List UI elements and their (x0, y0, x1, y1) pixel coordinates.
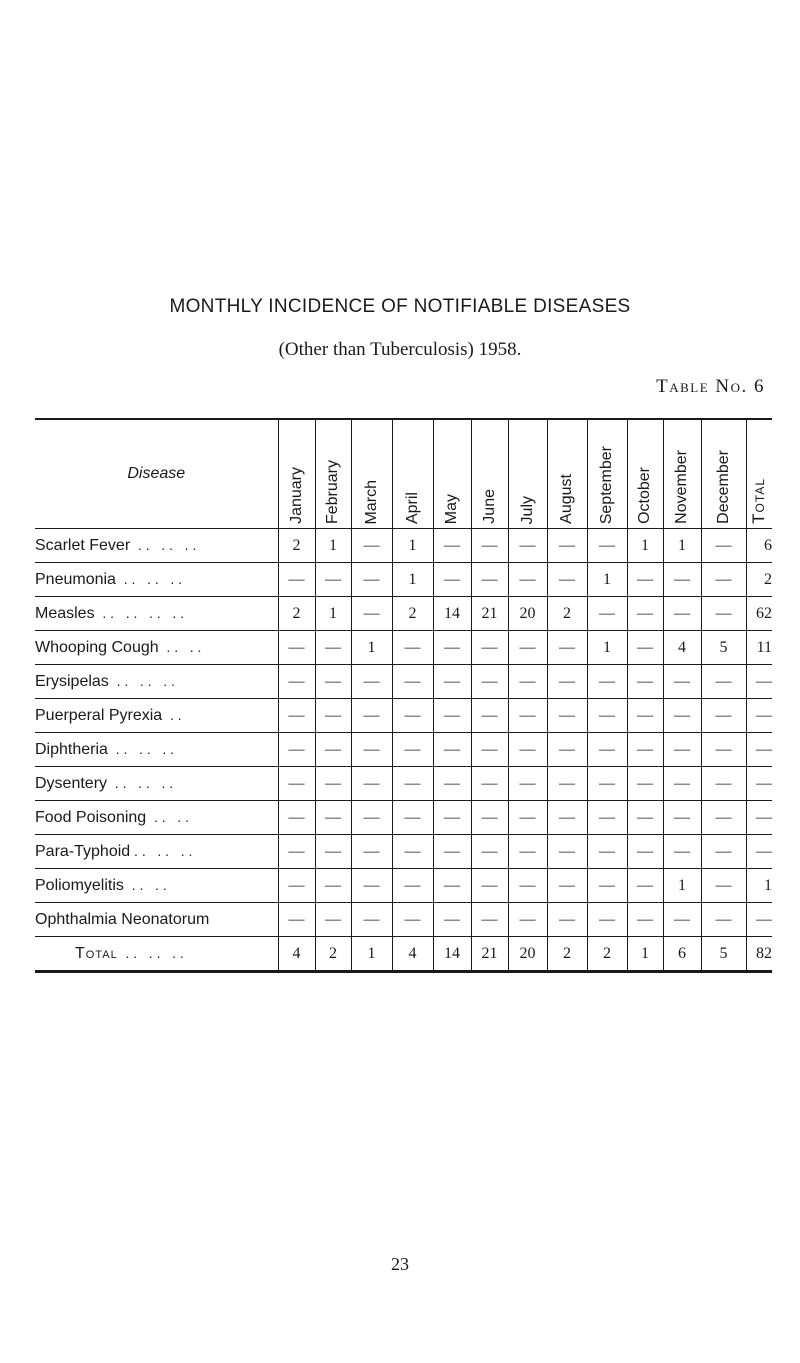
value-cell: — (433, 529, 471, 563)
value-cell: — (746, 903, 772, 937)
value-cell: — (701, 767, 746, 801)
disease-name: Whooping Cough (35, 638, 159, 656)
value-cell: — (433, 733, 471, 767)
value-cell: — (746, 665, 772, 699)
value-cell: — (392, 903, 433, 937)
value-cell: — (547, 801, 587, 835)
value-cell: — (663, 733, 701, 767)
value-cell: — (351, 597, 392, 631)
value-cell: — (587, 597, 627, 631)
value-cell: — (663, 563, 701, 597)
value-cell: 62 (746, 597, 772, 631)
value-cell: — (392, 665, 433, 699)
value-cell: — (351, 903, 392, 937)
column-header-november (663, 419, 701, 529)
value-cell: 5 (701, 937, 746, 972)
value-cell: — (508, 869, 547, 903)
value-cell: — (587, 801, 627, 835)
value-cell: — (627, 767, 663, 801)
value-cell: — (508, 767, 547, 801)
value-cell: — (315, 733, 351, 767)
disease-name: Pneumonia (35, 570, 116, 588)
value-cell: — (392, 801, 433, 835)
value-cell: 1 (746, 869, 772, 903)
column-header-may (433, 419, 471, 529)
value-cell: — (392, 869, 433, 903)
value-cell: — (278, 563, 315, 597)
dot-leader: . . . . (123, 876, 167, 893)
column-header-august (547, 419, 587, 529)
value-cell: — (471, 869, 508, 903)
value-cell: — (587, 733, 627, 767)
value-cell: — (587, 699, 627, 733)
value-cell: — (663, 767, 701, 801)
value-cell: — (627, 903, 663, 937)
value-cell: 1 (351, 937, 392, 972)
column-header-label: January (287, 467, 305, 524)
value-cell: 2 (547, 597, 587, 631)
value-cell: 1 (315, 529, 351, 563)
value-cell: — (746, 835, 772, 869)
value-cell: 14 (433, 597, 471, 631)
disease-name-cell (35, 835, 278, 869)
column-header-label: April (403, 491, 421, 524)
disease-name: Measles (35, 604, 95, 622)
value-cell: — (315, 801, 351, 835)
value-cell: — (508, 665, 547, 699)
value-cell: — (547, 733, 587, 767)
table-row (35, 563, 772, 597)
value-cell: — (351, 699, 392, 733)
value-cell: — (627, 733, 663, 767)
page-title: MONTHLY INCIDENCE OF NOTIFIABLE DISEASES (169, 296, 631, 317)
disease-name: Ophthalmia Neonatorum (35, 910, 210, 928)
disease-name: Poliomyelitis (35, 876, 124, 894)
value-cell: — (746, 801, 772, 835)
value-cell: — (627, 631, 663, 665)
value-cell: — (701, 869, 746, 903)
dot-leader: . . . . . . (130, 536, 197, 553)
value-cell: 2 (547, 937, 587, 972)
value-cell: 21 (471, 597, 508, 631)
table-row (35, 699, 772, 733)
column-header-april (392, 419, 433, 529)
value-cell: — (351, 563, 392, 597)
disease-name-cell (35, 733, 278, 767)
value-cell: — (315, 903, 351, 937)
value-cell: — (587, 835, 627, 869)
dot-leader: . . (162, 706, 182, 723)
value-cell: — (471, 733, 508, 767)
value-cell: — (351, 835, 392, 869)
value-cell: 20 (508, 937, 547, 972)
value-cell: — (315, 563, 351, 597)
value-cell: — (508, 835, 547, 869)
value-cell: 1 (587, 631, 627, 665)
value-cell: — (587, 665, 627, 699)
value-cell: 2 (392, 597, 433, 631)
value-cell: — (278, 767, 315, 801)
value-cell: 14 (433, 937, 471, 972)
disease-name-cell (35, 869, 278, 903)
table-row (35, 835, 772, 869)
column-header-december (701, 419, 746, 529)
value-cell: — (701, 665, 746, 699)
disease-name-cell (35, 665, 278, 699)
value-cell: — (701, 733, 746, 767)
value-cell: — (547, 869, 587, 903)
page-number: 23 (391, 1254, 409, 1274)
table-row (35, 903, 772, 937)
value-cell: — (278, 835, 315, 869)
value-cell: 11 (746, 631, 772, 665)
value-cell: — (547, 835, 587, 869)
value-cell: — (547, 631, 587, 665)
value-cell: — (471, 529, 508, 563)
value-cell: — (278, 903, 315, 937)
dot-leader: . . . . . . (108, 672, 175, 689)
value-cell: — (508, 631, 547, 665)
value-cell: 5 (701, 631, 746, 665)
value-cell: — (471, 699, 508, 733)
dot-leader: . . . . . . (117, 944, 184, 961)
value-cell: — (278, 801, 315, 835)
value-cell: — (392, 835, 433, 869)
disease-name-cell (35, 801, 278, 835)
value-cell: — (471, 563, 508, 597)
column-header-label: May (443, 493, 460, 524)
value-cell: — (701, 801, 746, 835)
value-cell: — (278, 699, 315, 733)
table-number (656, 376, 765, 398)
disease-name: Dysentery (35, 774, 108, 792)
table-header-row (35, 419, 772, 529)
value-cell: — (471, 665, 508, 699)
value-cell: — (315, 665, 351, 699)
table-row (35, 767, 772, 801)
dot-leader: . . . . (158, 638, 202, 655)
column-header-march (351, 419, 392, 529)
value-cell: — (627, 801, 663, 835)
value-cell: 1 (351, 631, 392, 665)
value-cell: — (663, 801, 701, 835)
value-cell: — (433, 835, 471, 869)
value-cell: — (627, 665, 663, 699)
value-cell: — (392, 631, 433, 665)
value-cell: — (433, 699, 471, 733)
column-header-january (278, 419, 315, 529)
value-cell: — (433, 869, 471, 903)
value-cell: — (471, 903, 508, 937)
value-cell: 2 (278, 597, 315, 631)
value-cell: — (315, 767, 351, 801)
column-header-label: July (518, 495, 536, 524)
value-cell: 1 (627, 937, 663, 972)
value-cell: 21 (471, 937, 508, 972)
disease-name: Para-Typhoid (35, 842, 131, 860)
column-header-label: October (636, 467, 653, 524)
value-cell: — (547, 767, 587, 801)
value-cell: — (351, 665, 392, 699)
value-cell: — (663, 835, 701, 869)
column-header-february (315, 419, 351, 529)
column-header-label: March (362, 479, 380, 524)
value-cell: — (627, 835, 663, 869)
value-cell: — (663, 597, 701, 631)
value-cell: — (701, 699, 746, 733)
value-cell: — (547, 529, 587, 563)
value-cell: — (508, 529, 547, 563)
value-cell: — (433, 903, 471, 937)
value-cell: — (508, 801, 547, 835)
value-cell: — (433, 665, 471, 699)
value-cell: — (471, 835, 508, 869)
value-cell: — (627, 869, 663, 903)
disease-name-cell (35, 903, 278, 937)
value-cell: — (433, 801, 471, 835)
value-cell: — (587, 869, 627, 903)
value-cell: 4 (392, 937, 433, 972)
value-cell: — (547, 699, 587, 733)
value-cell: — (351, 733, 392, 767)
value-cell: — (315, 835, 351, 869)
value-cell: — (508, 699, 547, 733)
total-row (35, 937, 772, 972)
value-cell: — (315, 869, 351, 903)
value-cell: — (547, 665, 587, 699)
table-row (35, 801, 772, 835)
value-cell: — (547, 903, 587, 937)
value-cell: — (508, 903, 547, 937)
value-cell: — (547, 563, 587, 597)
disease-name: Erysipelas (35, 672, 109, 690)
value-cell: 1 (392, 529, 433, 563)
value-cell: 2 (587, 937, 627, 972)
value-cell: — (278, 665, 315, 699)
value-cell: 1 (392, 563, 433, 597)
table-row (35, 529, 772, 563)
value-cell: — (351, 529, 392, 563)
value-cell: — (701, 529, 746, 563)
value-cell: — (627, 563, 663, 597)
value-cell: — (351, 801, 392, 835)
column-header-label: September (598, 445, 615, 524)
value-cell: 1 (663, 869, 701, 903)
value-cell: — (471, 631, 508, 665)
value-cell: — (587, 529, 627, 563)
column-header-label: November (673, 450, 690, 524)
table-body (35, 529, 772, 972)
value-cell: — (508, 563, 547, 597)
value-cell: — (278, 733, 315, 767)
value-cell: — (392, 699, 433, 733)
value-cell: — (663, 699, 701, 733)
dot-leader: . . . . . . (130, 842, 193, 859)
column-header-september (587, 419, 627, 529)
value-cell: 82 (746, 937, 772, 972)
value-cell: — (508, 733, 547, 767)
value-cell: — (351, 767, 392, 801)
table-row (35, 665, 772, 699)
column-header-label: August (558, 474, 575, 524)
disease-name-cell (35, 563, 278, 597)
value-cell: — (471, 767, 508, 801)
disease-name: Food Poisoning (35, 808, 147, 826)
table-row (35, 869, 772, 903)
value-cell: 1 (663, 529, 701, 563)
table-row (35, 631, 772, 665)
value-cell: 1 (627, 529, 663, 563)
column-header-total (746, 419, 772, 529)
value-cell: — (433, 631, 471, 665)
disease-name-cell (35, 529, 278, 563)
value-cell: — (471, 801, 508, 835)
total-label-cell (35, 937, 278, 972)
dot-leader: . . . . . . (107, 774, 174, 791)
value-cell: — (392, 767, 433, 801)
value-cell: 6 (663, 937, 701, 972)
value-cell: — (587, 903, 627, 937)
value-cell: — (746, 767, 772, 801)
value-cell: — (433, 767, 471, 801)
table-row (35, 733, 772, 767)
value-cell: — (627, 699, 663, 733)
value-cell: 1 (315, 597, 351, 631)
column-header-june (471, 419, 508, 529)
value-cell: 6 (746, 529, 772, 563)
value-cell: 20 (508, 597, 547, 631)
disease-name: Puerperal Pyrexia (35, 706, 163, 724)
value-cell: 2 (746, 563, 772, 597)
value-cell: — (746, 699, 772, 733)
dot-leader: . . . . (146, 808, 189, 825)
value-cell: 2 (278, 529, 315, 563)
page-subtitle: (Other than Tuberculosis) 1958. (278, 339, 522, 360)
dot-leader: . . . . . . (115, 570, 183, 587)
value-cell: — (433, 563, 471, 597)
disease-name-cell (35, 597, 278, 631)
disease-name: Scarlet Fever (35, 536, 131, 554)
column-header-label: Total (749, 478, 769, 524)
value-cell: — (351, 869, 392, 903)
total-label: Total (75, 944, 118, 962)
value-cell: — (701, 597, 746, 631)
column-header-july (508, 419, 547, 529)
column-header-label: December (714, 450, 732, 524)
disease-name-cell (35, 631, 278, 665)
value-cell: — (587, 767, 627, 801)
column-header-label: June (480, 489, 498, 524)
value-cell: — (278, 631, 315, 665)
value-cell: 4 (278, 937, 315, 972)
value-cell: — (627, 597, 663, 631)
disease-column-header: Disease (35, 419, 278, 529)
dot-leader: . . . . . . . . (94, 604, 185, 621)
value-cell: — (701, 903, 746, 937)
value-cell: — (663, 903, 701, 937)
value-cell: 4 (663, 631, 701, 665)
value-cell: — (701, 835, 746, 869)
value-cell: — (278, 869, 315, 903)
value-cell: — (315, 699, 351, 733)
disease-name-cell (35, 699, 278, 733)
value-cell: — (392, 733, 433, 767)
column-header-label: February (324, 459, 341, 524)
incidence-table (35, 418, 772, 973)
value-cell: 2 (315, 937, 351, 972)
table-row (35, 597, 772, 631)
value-cell: — (315, 631, 351, 665)
value-cell: — (663, 665, 701, 699)
disease-name-cell (35, 767, 278, 801)
dot-leader: . . . . . . (107, 740, 175, 757)
disease-name: Diphtheria (35, 740, 108, 758)
table-number-text: Table No. 6 (656, 376, 765, 397)
value-cell: 1 (587, 563, 627, 597)
column-header-october (627, 419, 663, 529)
value-cell: — (701, 563, 746, 597)
value-cell: — (746, 733, 772, 767)
